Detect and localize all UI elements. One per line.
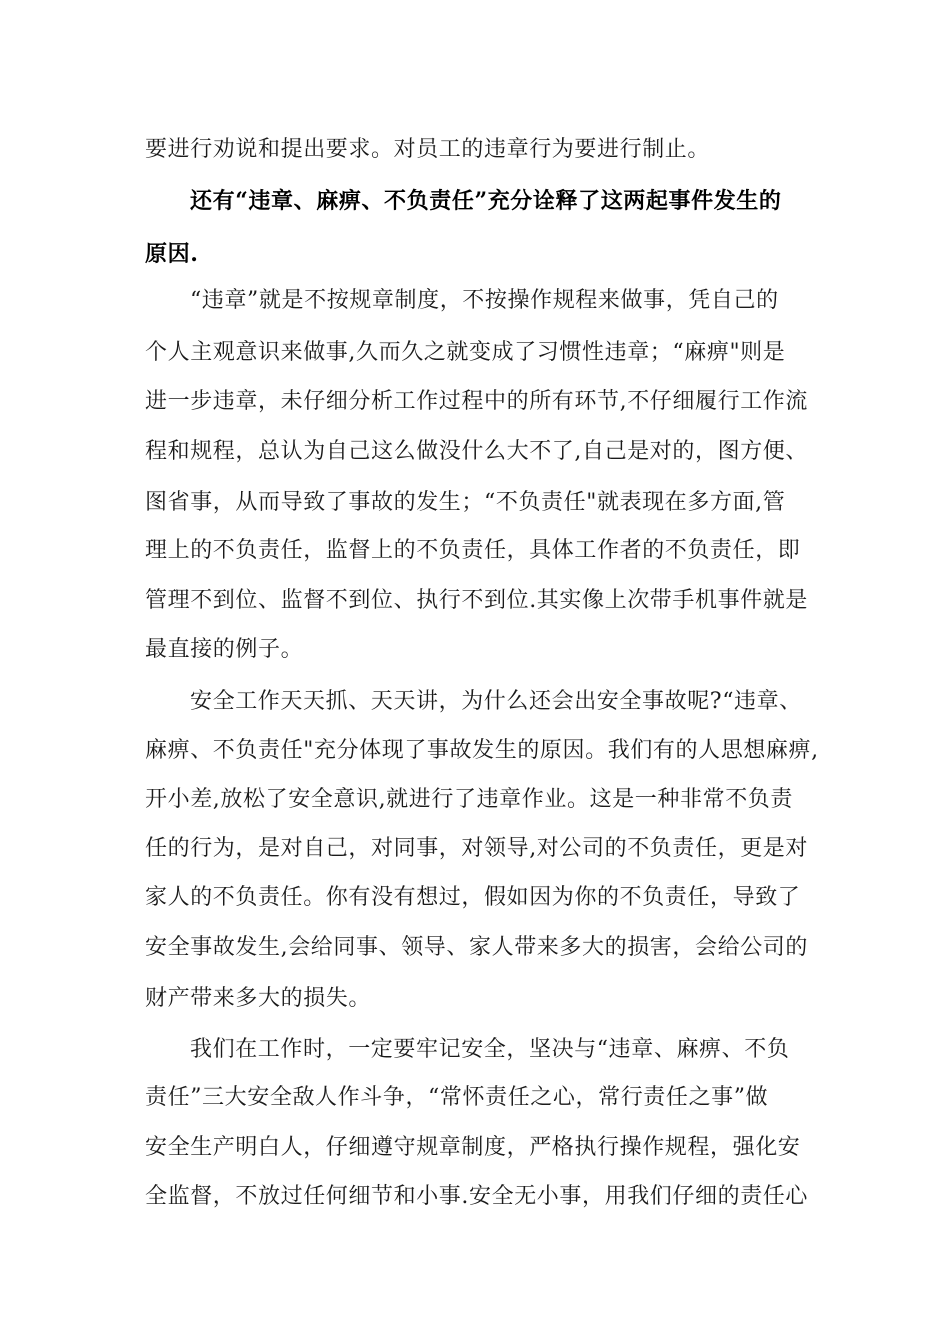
text-line: 最直接的例子。 bbox=[145, 637, 304, 662]
text-line: 要进行劝说和提出要求。对员工的违章行为要进行制止。 bbox=[145, 137, 711, 162]
text-line: 安全事故发生,会给同事、领导、家人带来多大的损害，会给公司的 bbox=[145, 935, 808, 960]
text-line: 家人的不负责任。你有没有想过，假如因为你的不负责任，导致了 bbox=[145, 885, 801, 910]
text-line: 财产带来多大的损失。 bbox=[145, 986, 372, 1011]
text-line: 安全生产明白人，仔细遵守规章制度，严格执行操作规程，强化安 bbox=[145, 1135, 801, 1160]
text-line: 全监督，不放过任何细节和小事.安全无小事，用我们仔细的责任心 bbox=[145, 1184, 808, 1209]
text-line: 安全工作天天抓、天天讲，为什么还会出安全事故呢?“违章、 bbox=[190, 689, 802, 714]
bold-text-line: 还有“违章、麻痹、不负责任”充分诠释了这两起事件发生的 bbox=[190, 188, 782, 214]
text-line: 程和规程，总认为自己这么做没什么大不了,自己是对的，图方便、 bbox=[145, 439, 808, 464]
text-line: 麻痹、不负责任"充分体现了事故发生的原因。我们有的人思想麻痹, bbox=[145, 738, 819, 763]
text-line: 进一步违章，未仔细分析工作过程中的所有环节,不仔细履行工作流 bbox=[145, 389, 808, 414]
text-line: 图省事，从而导致了事故的发生；“不负责任"就表现在多方面,管 bbox=[145, 490, 786, 515]
text-line: 开小差,放松了安全意识,就进行了违章作业。这是一种非常不负责 bbox=[145, 787, 793, 812]
text-line: “违章”就是不按规章制度，不按操作规程来做事，凭自己的 bbox=[190, 288, 779, 313]
text-line: 我们在工作时，一定要牢记安全，坚决与“违章、麻痹、不负 bbox=[190, 1037, 790, 1062]
bold-text-line: 原因. bbox=[145, 241, 199, 267]
text-line: 任的行为，是对自己，对同事，对领导,对公司的不负责任，更是对 bbox=[145, 836, 808, 861]
text-line: 管理不到位、监督不到位、执行不到位.其实像上次带手机事件就是 bbox=[145, 588, 808, 613]
text-line: 个人主观意识来做事,久而久之就变成了习惯性违章；“麻痹"则是 bbox=[145, 340, 786, 365]
text-line: 理上的不负责任，监督上的不负责任，具体工作者的不负责任，即 bbox=[145, 538, 801, 563]
text-line: 责任”三大安全敌人作斗争，“常怀责任之心，常行责任之事”做 bbox=[145, 1085, 769, 1110]
